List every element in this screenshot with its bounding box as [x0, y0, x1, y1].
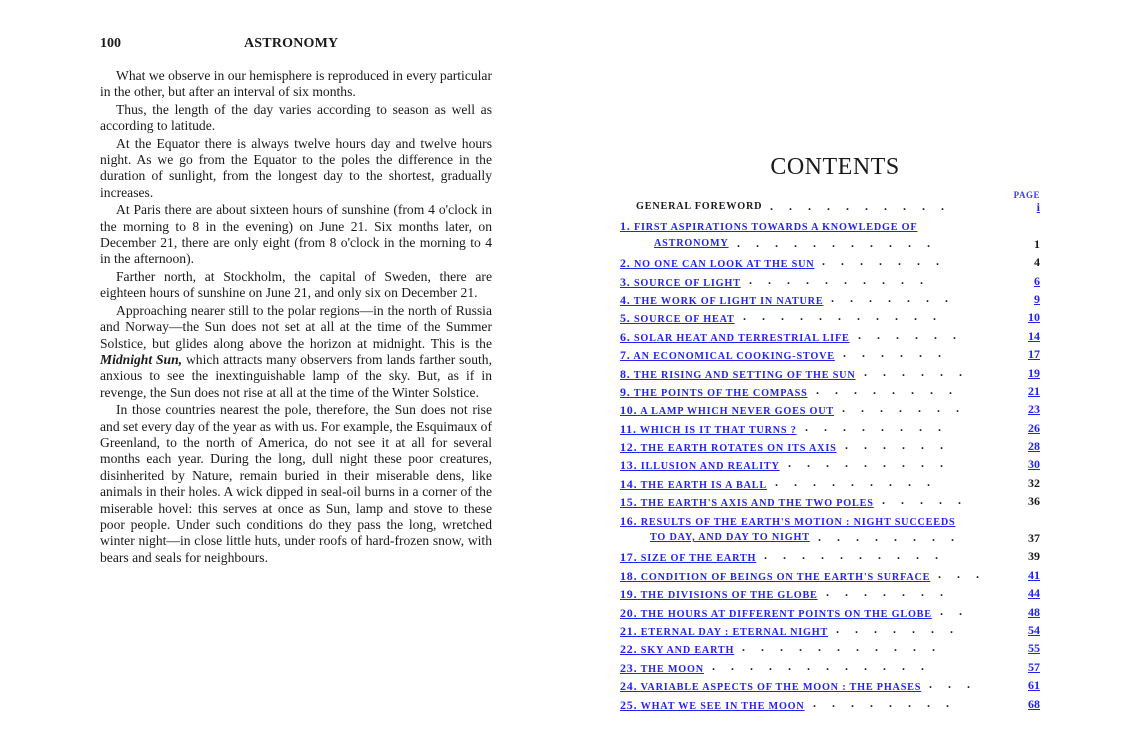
toc-entry-number: 3. [620, 274, 631, 289]
toc-entry-page[interactable]: 21 [1028, 383, 1040, 398]
toc-leader-dots: ......... [788, 456, 959, 471]
toc-leader-dots: .......... [749, 272, 939, 287]
toc-entry-text: THE EARTH ROTATES ON ITS AXIS [640, 443, 837, 455]
toc-entry-title[interactable] [620, 367, 856, 382]
toc-entry-number: 22. [620, 642, 638, 657]
toc-entry[interactable] [620, 345, 1040, 363]
toc-leader-dots: .. [940, 603, 978, 618]
toc-entry-text: FIRST ASPIRATIONS TOWARDS A KNOWLEDGE OF [633, 222, 918, 234]
toc-entry[interactable] [620, 529, 1040, 547]
toc-entry-page: 37 [1028, 531, 1040, 546]
toc-entry-number: 20. [620, 605, 638, 620]
toc-entry[interactable] [620, 511, 1040, 529]
paragraph-text: which attracts many observers from lands farther south, anxious to see the inextinguishable lamp of the sky. But, as if in revenge, the Sun does not rise at all at the time of the Winter Solstice. [100, 351, 493, 400]
toc-entry[interactable] [620, 327, 1040, 345]
toc-leader-dots: ....... [836, 621, 969, 636]
toc-entry-number: 8. [620, 366, 631, 381]
toc-entry-page[interactable]: 23 [1028, 402, 1040, 417]
paragraph [100, 303, 492, 401]
toc-entry-page[interactable]: 57 [1028, 659, 1040, 674]
toc-leader-dots: ........... [743, 309, 952, 324]
toc-entry [620, 198, 1040, 216]
toc-entry[interactable] [620, 547, 1040, 565]
toc-entry-number: 19. [620, 587, 638, 602]
toc-entry-title[interactable] [620, 477, 767, 492]
toc-entry-page[interactable]: 10 [1028, 310, 1040, 325]
toc-entry-page[interactable]: 19 [1028, 365, 1040, 380]
toc-entry-text: ETERNAL DAY : ETERNAL NIGHT [640, 626, 829, 638]
toc-entry-text: SOLAR HEAT AND TERRESTRIAL LIFE [633, 332, 850, 344]
paragraph: In those countries nearest the pole, therefore, the Sun does not rise and set every day of the year as with us. For example, the Esquimaux of Greenland, to the north of America, do not see it at all for several months each year. During the long, dull night these poor creatures, disinherited by Nature, remain buried in their miserable dens, like animals in their holes. A wick dipped in seal-oil burns in a corner of the miserable hovel: this serves at once as Sun, lamp and stove to these poor people. Under such conditions do they pass the long, wretched winter night—in close little huts, under roofs of hard-frozen snow, with bears and seals for neighbours. [100, 402, 492, 565]
toc-leader-dots: ...... [843, 346, 957, 361]
toc-entry-title[interactable] [620, 348, 835, 363]
toc-entry-title[interactable] [620, 219, 917, 234]
toc-entry-title[interactable] [620, 256, 814, 271]
toc-leader-dots: ............ [712, 658, 940, 673]
right-page [620, 152, 1040, 712]
toc-entry-page[interactable]: 41 [1028, 567, 1040, 582]
toc-entry-title[interactable] [620, 385, 808, 400]
toc-entry-page[interactable]: i [1036, 200, 1040, 214]
toc-entry[interactable] [620, 584, 1040, 602]
toc-entry[interactable] [620, 695, 1040, 713]
toc-entry-text: THE RISING AND SETTING OF THE SUN [633, 369, 856, 381]
toc-entry-title[interactable] [620, 587, 818, 602]
toc-entry[interactable] [620, 455, 1040, 473]
toc-entry-text: THE DIVISIONS OF THE GLOBE [640, 590, 818, 602]
toc-entry-number: 12. [620, 440, 638, 455]
toc-entry-number: 9. [620, 384, 631, 399]
toc-entry-text: WHICH IS IT THAT TURNS ? [639, 424, 797, 436]
toc-leader-dots: ........ [805, 419, 957, 434]
toc-entry[interactable] [620, 658, 1040, 676]
toc-entry-number: 21. [620, 623, 638, 638]
toc-entry-number: 11. [620, 421, 637, 436]
toc-entry[interactable] [620, 419, 1040, 437]
toc-entry-page: 39 [1028, 549, 1040, 564]
toc-entry-title[interactable] [620, 679, 921, 694]
toc-leader-dots: ........... [742, 640, 951, 655]
toc-entry-text: THE EARTH'S AXIS AND THE TWO POLES [640, 498, 874, 510]
toc-entry-text: SIZE OF THE EARTH [640, 553, 757, 565]
paragraph: At the Equator there is always twelve hours day and twelve hours night. As we go from the Equator to the poles the difference in the duration of sunlight, from the longest day to the shortest, gradually increases. [100, 135, 492, 200]
toc-entry-text: TO DAY, AND DAY TO NIGHT [650, 532, 810, 544]
toc-entry[interactable] [620, 566, 1040, 584]
toc-leader-dots: ... [938, 566, 995, 581]
toc-leader-dots: ........ [818, 530, 970, 545]
paragraph: Thus, the length of the day varies according to season as well as according to latitude. [100, 101, 492, 134]
toc-leader-dots: ........... [737, 235, 946, 250]
toc-entry-title[interactable] [620, 330, 850, 345]
toc-entry-title[interactable] [650, 532, 810, 543]
toc-entry-title[interactable] [620, 403, 834, 418]
toc-leader-dots: ....... [842, 401, 975, 416]
toc-entry-number: 1. [620, 219, 631, 234]
toc-entry[interactable] [620, 290, 1040, 308]
toc-leader-dots: .......... [770, 199, 960, 213]
toc-entry-text: SKY AND EARTH [640, 645, 735, 657]
toc-entry-page[interactable]: 17 [1028, 347, 1040, 362]
toc-entry[interactable] [620, 382, 1040, 400]
toc-leader-dots: ...... [858, 327, 972, 342]
toc-entry-title[interactable] [654, 238, 729, 249]
toc-entry[interactable] [620, 235, 1040, 253]
toc-entry-text: CONDITION OF BEINGS ON THE EARTH'S SURFACE [640, 571, 931, 583]
paragraph-text: Approaching nearer still to the polar regions—in the north of Russia and Norway—the Sun does not set at all at the time of the Summer Solstice, but glides along above the horizon at midnight. This is the [100, 302, 492, 351]
toc-leader-dots: ....... [831, 290, 964, 305]
toc-leader-dots: ...... [864, 364, 978, 379]
toc-leader-dots: ..... [882, 493, 977, 508]
emphasis-midnight-sun: Midnight Sun, [100, 351, 183, 367]
toc-entry-page[interactable]: 30 [1028, 457, 1040, 472]
toc-leader-dots: ........ [813, 695, 965, 710]
toc-entry-page[interactable]: 55 [1028, 641, 1040, 656]
toc-entry-number: 7. [620, 348, 631, 363]
toc-entry-text: SOURCE OF LIGHT [633, 277, 741, 289]
toc-entry-page[interactable]: 44 [1028, 586, 1040, 601]
toc-leader-dots: ...... [845, 438, 959, 453]
toc-entry-title[interactable] [620, 661, 704, 676]
toc-entry[interactable] [620, 253, 1040, 271]
toc-entry-title[interactable] [620, 606, 932, 621]
running-head [100, 32, 492, 54]
toc-entry[interactable] [620, 400, 1040, 418]
toc-entry-title[interactable] [620, 550, 756, 565]
paragraph: What we observe in our hemisphere is reproduced in every particular in the other, but after an interval of six months. [100, 68, 492, 100]
toc-entry[interactable] [620, 676, 1040, 694]
toc-entry-title[interactable] [620, 311, 735, 326]
toc-entry-text: SOURCE OF HEAT [633, 314, 735, 326]
toc-leader-dots: .......... [764, 548, 954, 563]
toc-entry-text: VARIABLE ASPECTS OF THE MOON : THE PHASES [640, 682, 922, 694]
toc-entry-number: 5. [620, 311, 631, 326]
toc-entry-text: THE POINTS OF THE COMPASS [633, 387, 808, 399]
toc-entry-text: RESULTS OF THE EARTH'S MOTION : NIGHT SUCCEEDS [640, 516, 956, 528]
running-title: ASTRONOMY [244, 36, 339, 51]
toc-entry-number: 23. [620, 660, 638, 675]
toc-entry-title[interactable] [620, 293, 823, 308]
left-page [100, 32, 492, 566]
toc-entry-number: 15. [620, 495, 638, 510]
toc-leader-dots: ....... [822, 254, 955, 269]
page-number: 100 [100, 36, 121, 51]
body-text [100, 68, 492, 566]
toc-entry-page[interactable]: 9 [1034, 291, 1040, 306]
toc-entry-title[interactable] [620, 624, 828, 639]
toc-leader-dots: ........ [816, 382, 968, 397]
toc-entry-title[interactable] [620, 569, 930, 584]
toc-entry[interactable] [620, 474, 1040, 492]
toc-entry[interactable] [620, 621, 1040, 639]
toc-entry-text: THE HOURS AT DIFFERENT POINTS ON THE GLOBE [640, 608, 932, 620]
toc-entry-title [636, 201, 762, 212]
toc-entry[interactable] [620, 492, 1040, 510]
toc-entry-number: 16. [620, 513, 638, 528]
toc-entry-page: 4 [1034, 255, 1040, 270]
toc-entry-page[interactable]: 68 [1028, 696, 1040, 711]
toc-entry[interactable] [620, 639, 1040, 657]
toc-entry-number: 25. [620, 697, 638, 712]
toc-entry-page: 36 [1028, 494, 1040, 509]
toc-entry-text: THE MOON [640, 663, 704, 675]
toc-entry-title[interactable] [620, 514, 955, 529]
toc-entry-number: 18. [620, 568, 638, 583]
toc-entry-number: 13. [620, 458, 638, 473]
toc-entry-text: ILLUSION AND REALITY [640, 461, 780, 473]
toc-entry-page[interactable]: 6 [1034, 273, 1040, 288]
toc-entry-title[interactable] [620, 642, 734, 657]
page-column-label: PAGE [1013, 190, 1040, 200]
toc-entry[interactable] [620, 308, 1040, 326]
toc-entry-title[interactable] [620, 495, 874, 510]
toc-entry-text: THE EARTH IS A BALL [640, 479, 767, 491]
toc-entry-text: NO ONE CAN LOOK AT THE SUN [633, 259, 815, 271]
toc-entry-page: 1 [1034, 236, 1040, 251]
toc-entry-title[interactable] [620, 422, 797, 437]
paragraph: At Paris there are about sixteen hours of sunshine (from 4 o'clock in the morning to 8 in the evening) on June 21. Six months later, on December 21, there are only eight (from 8 o'clock in the morning to 4 in the afternoon). [100, 202, 492, 267]
toc-entry-page[interactable]: 61 [1028, 678, 1040, 693]
toc-entry[interactable] [620, 364, 1040, 382]
toc-entry-number: 24. [620, 679, 638, 694]
toc-entry-text: THE WORK OF LIGHT IN NATURE [633, 295, 824, 307]
toc-entry-title[interactable] [620, 698, 805, 713]
toc-entry-text: ASTRONOMY [654, 237, 729, 249]
paragraph: Farther north, at Stockholm, the capital of Sweden, there are eighteen hours of sunshine on June 21, and only six on December 21. [100, 268, 492, 301]
toc-entry[interactable] [620, 603, 1040, 621]
toc-entry-page: 32 [1028, 475, 1040, 490]
toc-leader-dots: ......... [775, 474, 946, 489]
toc-entry-page[interactable]: 48 [1028, 604, 1040, 619]
toc-entry-text: AN ECONOMICAL COOKING-STOVE [633, 351, 835, 363]
toc-entry-text: WHAT WE SEE IN THE MOON [640, 700, 805, 712]
toc-entry-number: 17. [620, 550, 638, 565]
toc-leader-dots: ....... [826, 585, 959, 600]
toc-entry[interactable] [620, 272, 1040, 290]
toc-entry-page[interactable]: 14 [1028, 328, 1040, 343]
toc-entry-number: 4. [620, 292, 631, 307]
toc-entry-number: 6. [620, 329, 631, 344]
toc-entry-title[interactable] [620, 440, 837, 455]
toc-entry-title[interactable] [620, 275, 741, 290]
toc-entry-number: 14. [620, 476, 638, 491]
toc-entry-number: 10. [620, 403, 638, 418]
toc-entry-text: GENERAL FOREWORD [636, 201, 763, 212]
toc-entry-title[interactable] [620, 458, 780, 473]
toc-entry[interactable] [620, 437, 1040, 455]
toc-entry-page[interactable]: 26 [1028, 420, 1040, 435]
toc-leader-dots: ... [929, 677, 986, 692]
table-of-contents [620, 198, 1040, 713]
contents-title: CONTENTS [770, 154, 900, 180]
toc-entry-number: 2. [620, 256, 631, 271]
toc-entry-text: A LAMP WHICH NEVER GOES OUT [640, 406, 834, 418]
toc-entry-page[interactable]: 28 [1028, 439, 1040, 454]
toc-entry[interactable] [620, 216, 1040, 234]
toc-entry-page[interactable]: 54 [1028, 622, 1040, 637]
